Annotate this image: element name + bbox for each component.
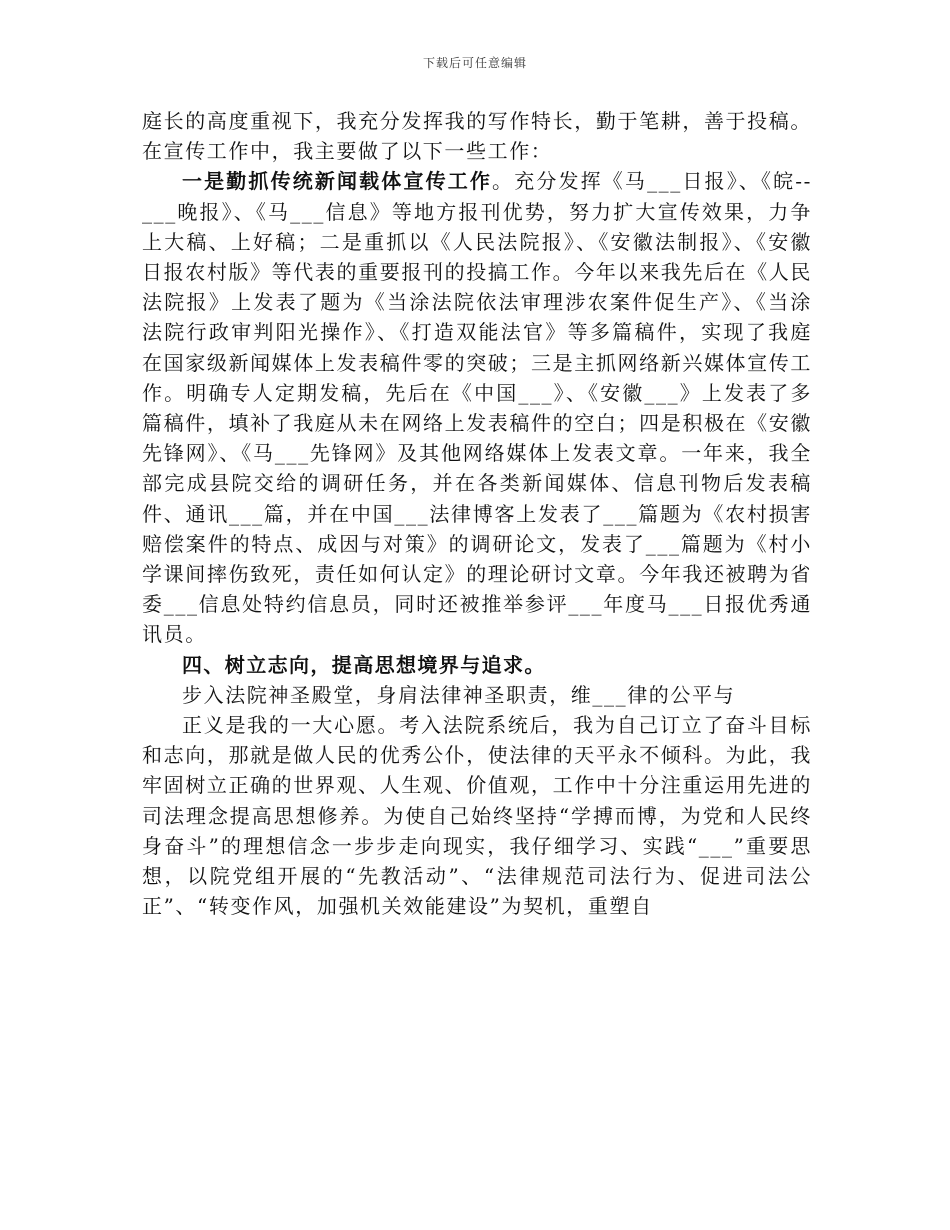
section-heading-4: 四、树立志向，提高思想境界与追求。	[182, 652, 546, 677]
paragraph-4: 正义是我的一大心愿。考入法院系统后，我为自己订立了奋斗目标和志向，那就是做人民的优秀公仆，使法律的天平永不倾科。为此，我牢固树立正确的世界观、人生观、价值观，工作中十分注重运用先进的司法理念提高思想修养。为使自己始终坚持“学搏而博，为党和人民终身奋斗”的理想信念一步步走向现实，我仔细学习、实践“___”重要思想，以院党组开展的“先教活动”、“法律规范司法行为、促进司法公正”、“转变作风，加强机关效能建设”为契机，重塑自	[142, 713, 812, 919]
document-body	[142, 106, 812, 921]
paragraph-1: 庭长的高度重视下，我充分发挥我的写作特长，勤于笔耕，善于投稿。在宣传工作中，我主要做了以下一些工作：	[142, 109, 812, 164]
paragraph-3: 步入法院神圣殿堂，身肩法律神圣职责，维___律的公平与	[182, 682, 736, 707]
page-header: 下载后可任意编辑	[422, 56, 527, 70]
paragraph-2	[142, 166, 812, 649]
paragraph-2-text: 。充分发挥《马___日报》、《皖--___晚报》、《马___信息》等地方报刊优势，努力扩大宣传效果，力争上大稿、上好稿；二是重抓以《人民法院报》、《安徽法制报》、《安徽日报农村版》等代表的重要报刊的投搞工作。今年以来我先后在《人民法院报》上发表了题为《当涂法院依法审理涉农案件促生产》、《当涂法院行政审判阳光操作》、《打造双能法官》等多篇稿件，实现了我庭在国家级新闻媒体上发表稿件零的突破；三是主抓网络新兴媒体宣传工作。明确专人定期发稿，先后在《中国___》、《安徽___》上发表了多篇稿件，填补了我庭从未在网络上发表稿件的空白；四是积极在《安徽先锋网》、《马___先锋网》及其他网络媒体上发表文章。一年来，我全部完成县院交给的调研任务，并在各类新闻媒体、信息刊物后发表稿件、通讯___篇，并在中国___法律博客上发表了___篇题为《农村损害赔偿案件的特点、成因与对策》的调研论文，发表了___篇题为《村小学课间摔伤致死，责任如何认定》的理论研讨文章。今年我还被聘为省委___信息处特约信息员，同时还被推举参评___年度马___日报优秀通讯员。	[142, 169, 812, 647]
paragraph-2-lead: 一是勤抓传统新闻载体宣传工作	[182, 169, 493, 194]
